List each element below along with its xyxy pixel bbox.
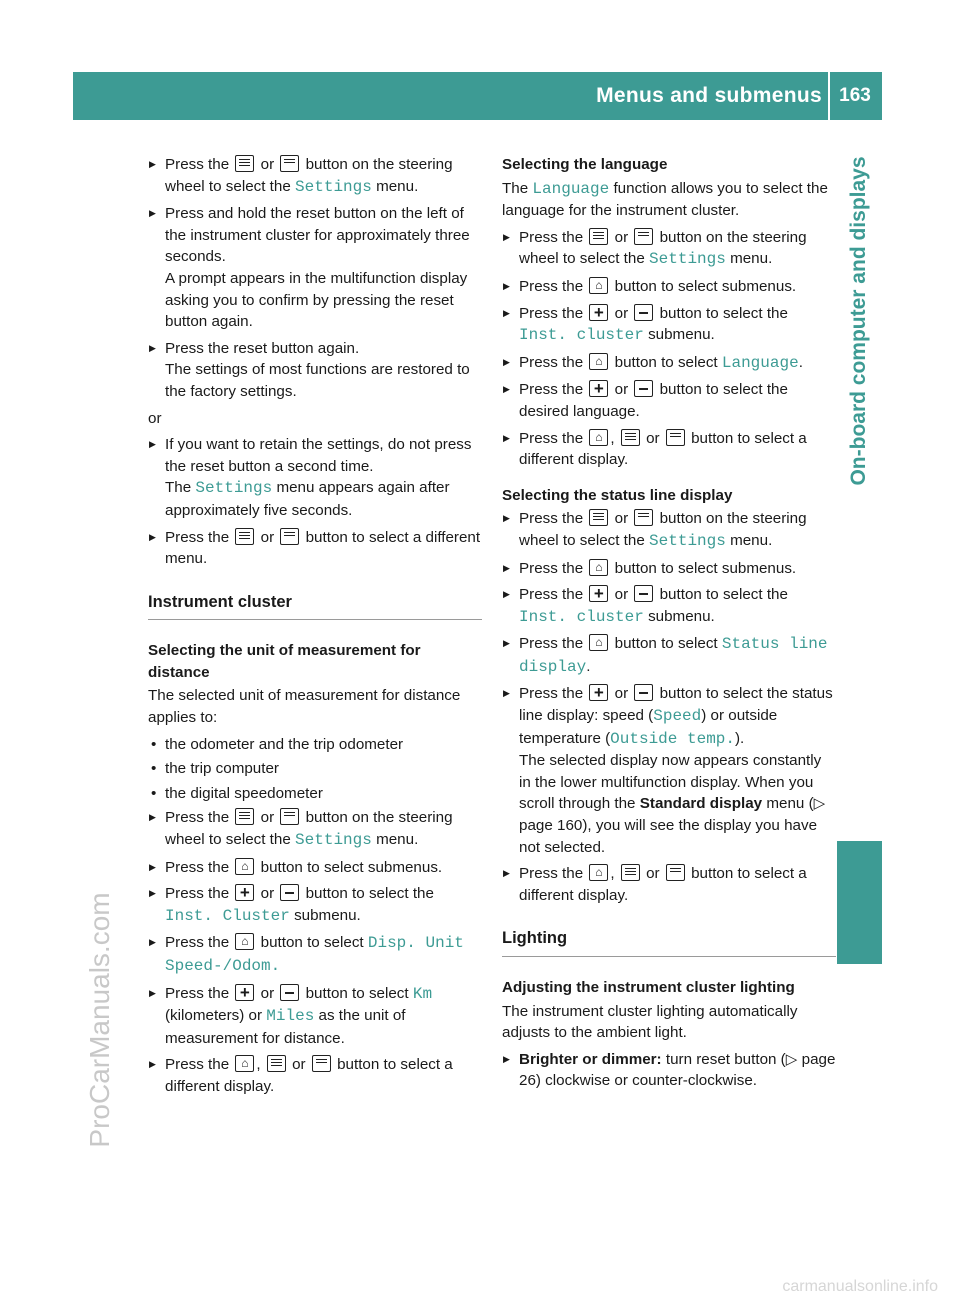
step: ▶ Press the ⌂ button to select submenus.: [148, 857, 482, 879]
menu-name: Settings: [195, 479, 273, 498]
page-header: [73, 72, 882, 120]
step: ▶ Press the + or button to select the status line display: speed (Speed) or outside temperature (Outside temp.). The selected display now appears constantly in the lower multifunction display. When you scroll through the Standard display menu (▷ page 160), you will see the display you have not selected.: [502, 683, 836, 858]
step: ▶ Press the ⌂ , or button to select a different display.: [502, 863, 836, 906]
menu-forward-button-icon: [280, 808, 299, 825]
step: ▶ Press the ⌂ button to select submenus.: [502, 276, 836, 298]
step: ▶ Brighter or dimmer: turn reset button (▷ page 26) clockwise or counter-clockwise.: [502, 1049, 836, 1092]
submenu-name: Inst. cluster: [519, 326, 644, 345]
distance-intro: The selected unit of measurement for distance applies to:: [148, 687, 461, 727]
step: ▶ Press the + or button to select the Inst. Cluster submenu.: [148, 883, 482, 927]
menu-back-button-icon: [621, 864, 640, 881]
step: ▶ Press the + or button to select the Inst. cluster submenu.: [502, 303, 836, 347]
menu-name: Settings: [295, 831, 372, 850]
minus-button-icon: [634, 585, 653, 602]
menu-back-button-icon: [621, 429, 640, 446]
step: ▶ Press the ⌂ button to select Language.: [502, 352, 836, 375]
list-item: • the digital speedometer: [148, 783, 482, 805]
footer-watermark: carmanualsonline.info: [782, 1278, 938, 1295]
section-heading-lighting: Lighting: [502, 928, 836, 957]
plus-button-icon: [235, 884, 254, 901]
submenu-name: Inst. cluster: [519, 607, 644, 626]
option-speed: Speed: [653, 707, 702, 726]
function-name: Language: [532, 179, 610, 198]
plus-button-icon: [589, 684, 608, 701]
submenu-name: Inst. Cluster: [165, 906, 290, 925]
phone-button-icon: [235, 933, 254, 950]
section-heading-instrument-cluster: Instrument cluster: [148, 592, 482, 621]
menu-name: Settings: [295, 177, 372, 196]
step-result: The selected display now appears constantly in the lower multifunction display. When you scroll through the Standard display menu (▷ page 160), you will see the display you have not selected.: [519, 752, 826, 856]
phone-button-icon: [589, 429, 608, 446]
step: ▶ Press the or button on the steering wheel to select the Settings menu.: [148, 154, 482, 198]
subheading-lighting: Adjusting the instrument cluster lighting: [502, 979, 795, 996]
phone-button-icon: [589, 559, 608, 576]
list-item: • the odometer and the trip odometer: [148, 734, 482, 756]
standard-display-label: Standard display: [639, 795, 763, 813]
left-column: [148, 154, 482, 1103]
step: ▶ Press and hold the reset button on the left of the instrument cluster for approximately three seconds. A prompt appears in the multifunction display asking you to confirm by pressing the reset button again.: [148, 203, 482, 333]
minus-button-icon: [634, 684, 653, 701]
plus-button-icon: [235, 984, 254, 1001]
or-line: or: [148, 409, 162, 427]
header-separator: [828, 72, 830, 120]
menu-forward-button-icon: [666, 864, 685, 881]
side-tab: [837, 123, 882, 519]
menu-forward-button-icon: [666, 429, 685, 446]
step: ▶ Press the + or button to select the desired language.: [502, 379, 836, 422]
menu-back-button-icon: [235, 808, 254, 825]
menu-back-button-icon: [589, 509, 608, 526]
phone-button-icon: [589, 353, 608, 370]
minus-button-icon: [280, 984, 299, 1001]
step: ▶ Press the or button on the steering wheel to select the Settings menu.: [502, 508, 836, 552]
plus-button-icon: [589, 585, 608, 602]
minus-button-icon: [634, 380, 653, 397]
watermark: ProCarManuals.com: [84, 892, 115, 1148]
menu-back-button-icon: [589, 228, 608, 245]
menu-name: Settings: [649, 531, 726, 550]
phone-button-icon: [235, 858, 254, 875]
step: ▶ Press the ⌂ , or button to select a different display.: [502, 428, 836, 471]
menu-forward-button-icon: [312, 1055, 331, 1072]
subheading-language: Selecting the language: [502, 156, 668, 173]
step-result: A prompt appears in the multifunction display asking you to confirm by pressing the reset button again.: [165, 269, 468, 331]
menu-forward-button-icon: [280, 155, 299, 172]
subheading-status-line: Selecting the status line display: [502, 486, 733, 504]
page-number: 163: [839, 85, 871, 106]
unit-km: Km: [412, 984, 433, 1003]
plus-button-icon: [589, 304, 608, 321]
function-name: Language: [721, 353, 799, 372]
subheading-distance: Selecting the unit of measurement for distance: [148, 642, 421, 681]
plus-button-icon: [589, 380, 608, 397]
language-intro: The Language function allows you to select the language for the instrument cluster.: [502, 179, 828, 220]
step: ▶ If you want to retain the settings, do not press the reset button a second time. The Settings menu appears again after approximately five seconds.: [148, 434, 482, 521]
list-item: • the trip computer: [148, 758, 482, 780]
step: ▶ Press the + or button to select Km (kilometers) or Miles as the unit of measurement for distance.: [148, 983, 482, 1050]
menu-forward-button-icon: [280, 528, 299, 545]
phone-button-icon: [235, 1055, 254, 1072]
menu-name: Settings: [649, 250, 726, 269]
option-outside-temp: Outside temp.: [610, 729, 735, 748]
minus-button-icon: [280, 884, 299, 901]
menu-back-button-icon: [235, 528, 254, 545]
minus-button-icon: [634, 304, 653, 321]
menu-forward-button-icon: [634, 228, 653, 245]
header-title: Menus and submenus: [596, 84, 822, 107]
phone-button-icon: [589, 634, 608, 651]
step: ▶ Press the ⌂ button to select Status line display.: [502, 633, 836, 678]
step: ▶ Press the + or button to select the Inst. cluster submenu.: [502, 584, 836, 628]
function-name: Status line display: [519, 635, 828, 676]
side-tab-label: On-board computer and displays: [847, 156, 870, 486]
step: ▶ Press the or button on the steering wheel to select the Settings menu.: [148, 807, 482, 851]
step: ▶ Press the ⌂ button to select Disp. Unit Speed-/Odom.: [148, 932, 482, 977]
step: ▶ Press the or button to select a different menu.: [148, 527, 482, 570]
step-result: The Settings menu appears again after approximately five seconds.: [165, 479, 450, 519]
menu-forward-button-icon: [634, 509, 653, 526]
side-tab-marker: [837, 841, 882, 964]
step: ▶ Press the ⌂ button to select submenus.: [502, 558, 836, 580]
step-result: The settings of most functions are restored to the factory settings.: [165, 361, 470, 400]
menu-back-button-icon: [235, 155, 254, 172]
function-name: Disp. Unit Speed-/Odom.: [165, 934, 464, 975]
right-column: [502, 154, 836, 1097]
step: ▶ Press the reset button again. The settings of most functions are restored to the factory settings.: [148, 338, 482, 403]
phone-button-icon: [589, 864, 608, 881]
step: ▶ Press the or button on the steering wheel to select the Settings menu.: [502, 227, 836, 271]
unit-miles: Miles: [266, 1007, 315, 1026]
menu-back-button-icon: [267, 1055, 286, 1072]
step: ▶ Press the ⌂ , or button to select a different display.: [148, 1054, 482, 1097]
phone-button-icon: [589, 277, 608, 294]
lighting-intro: The instrument cluster lighting automatically adjusts to the ambient light.: [502, 1002, 798, 1042]
